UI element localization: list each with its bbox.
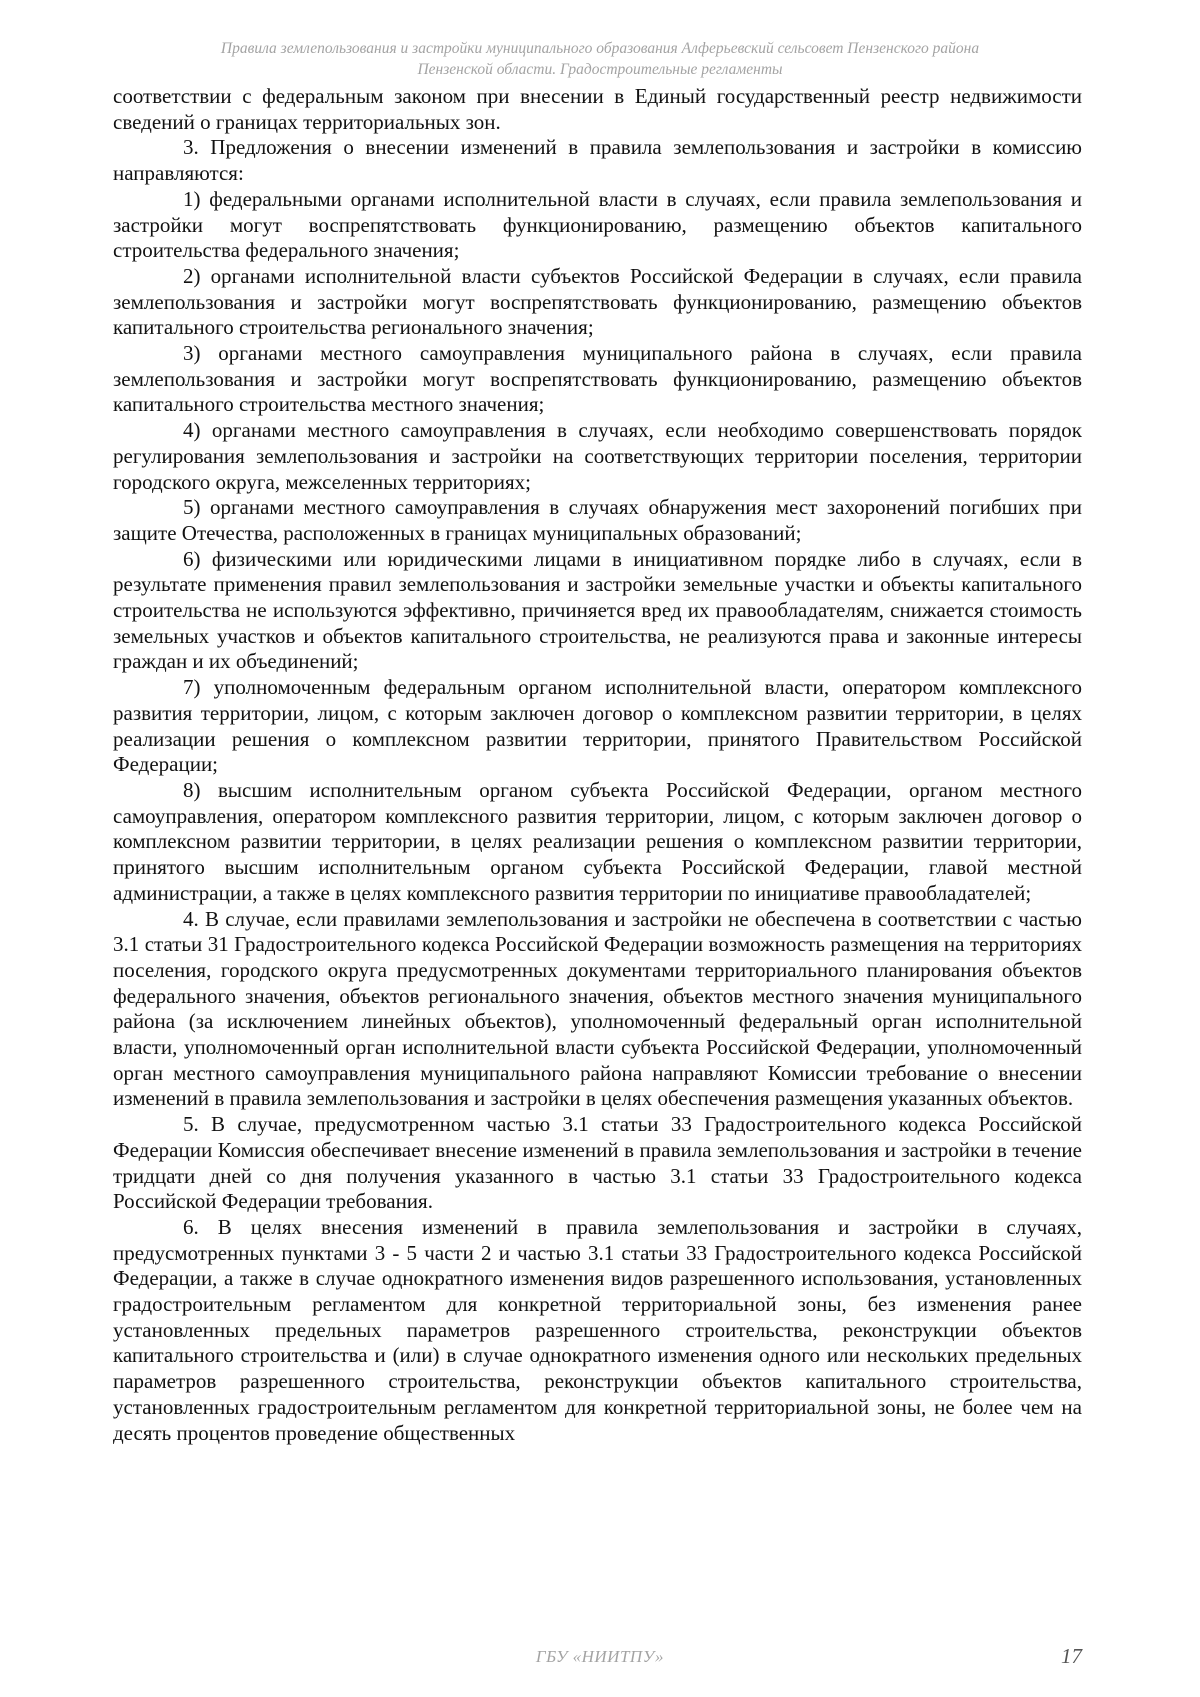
paragraph-subitem-3: 3) органами местного самоуправления муниципального района в случаях, если правила землепользования и застройки могут воспрепятствовать функционированию, размещению объектов капитального строительства местного значения; [113, 341, 1082, 417]
paragraph-continuation: соответствии с федеральным законом при внесении в Единый государственный реестр недвижимости сведений о границах территориальных зон. [113, 84, 1082, 134]
paragraph-subitem-5: 5) органами местного самоуправления в случаях обнаружения мест захоронений погибших при защите Отечества, расположенных в границах муниципальных образований; [113, 495, 1082, 545]
paragraph-subitem-2: 2) органами исполнительной власти субъектов Российской Федерации в случаях, если правила землепользования и застройки могут воспрепятствовать функционированию, размещению объектов капитального строительства регионального значения; [113, 263, 1082, 340]
paragraph-subitem-4: 4) органами местного самоуправления в случаях, если необходимо совершенствовать порядок регулирования землепользования и застройки на соответствующих территории поселения, территории городского округа, межселенных территориях; [113, 418, 1082, 494]
paragraph-item-5: 5. В случае, предусмотренном частью 3.1 статьи 33 Градостроительного кодекса Российской Федерации Комиссия обеспечивает внесение изменений в правила землепользования и застройки в течение тридцати дней со дня получения указанного в частью 3.1 статьи 33 Градостроительного кодекса Российской Федерации требования. [113, 1112, 1082, 1214]
paragraph-subitem-1: 1) федеральными органами исполнительной власти в случаях, если правила землепользования и застройки могут воспрепятствовать функционированию, размещению объектов капитального строительства федерального значения; [113, 186, 1082, 263]
header-line-2: Пензенской области. Градостроительные регламенты [417, 61, 783, 78]
paragraph-subitem-8: 8) высшим исполнительным органом субъекта Российской Федерации, органом местного самоуправления, оператором комплексного развития территории, лицом, с которым заключен договор о комплексном развитии территории, в целях реализации решения о комплексном развитии территории, принятого высшим исполнительным органом субъекта Российской Федерации, главой местной администрации, а также в целях комплексного развития территории по инициативе правообладателей; [113, 777, 1082, 905]
paragraph-item-3: 3. Предложения о внесении изменений в правила землепользования и застройки в комиссию направляются: [113, 135, 1082, 186]
running-header [120, 38, 1080, 80]
header-line-1: Правила землепользования и застройки муниципального образования Алферьевский сельсовет Пензенского района [220, 40, 980, 57]
footer-organization: ГБУ «НИИТПУ» [535, 1647, 665, 1666]
paragraph-item-4: 4. В случае, если правилами землепользования и застройки не обеспечена в соответствии с частью 3.1 статьи 31 Градостроительного кодекса Российской Федерации возможность размещения на территориях поселения, городского округа предусмотренных документами территориального планирования объектов федерального значения, объектов регионального значения, объектов местного значения муниципального района (за исключением линейных объектов), уполномоченный федеральный орган исполнительной власти, уполномоченный орган исполнительной власти субъекта Российской Федерации, уполномоченный орган местного самоуправления муниципального района направляют Комиссии требование о внесении изменений в правила землепользования и застройки в целях обеспечения размещения указанных объектов. [113, 906, 1082, 1111]
page-number: 17 [1061, 1644, 1082, 1668]
paragraph-item-6: 6. В целях внесения изменений в правила землепользования и застройки в случаях, предусмотренных пунктами 3 - 5 части 2 и частью 3.1 статьи 33 Градостроительного кодекса Российской Федерации, а также в случае однократного изменения видов разрешенного использования, установленных градостроительным регламентом для конкретной территориальной зоны, без изменения ранее установленных предельных параметров разрешенного строительства, реконструкции объектов капитального строительства и (или) в случае однократного изменения одного или нескольких предельных параметров разрешенного строительства, реконструкции объектов капитального строительства, установленных градостроительным регламентом для конкретной территориальной зоны, не более чем на десять процентов проведение общественных [113, 1214, 1082, 1445]
paragraph-subitem-6: 6) физическими или юридическими лицами в инициативном порядке либо в случаях, если в результате применения правил землепользования и застройки земельные участки и объекты капитального строительства не используются эффективно, причиняется вред их правообладателям, снижается стоимость земельных участков и объектов капитального строительства, не реализуются права и законные интересы граждан и их объединений; [113, 546, 1082, 674]
paragraph-subitem-7: 7) уполномоченным федеральным органом исполнительной власти, оператором комплексного развития территории, лицом, с которым заключен договор о комплексном развитии территории, в целях реализации решения о комплексном развитии территории, принятого Правительством Российской Федерации; [113, 675, 1082, 777]
document-body [113, 84, 1082, 1446]
